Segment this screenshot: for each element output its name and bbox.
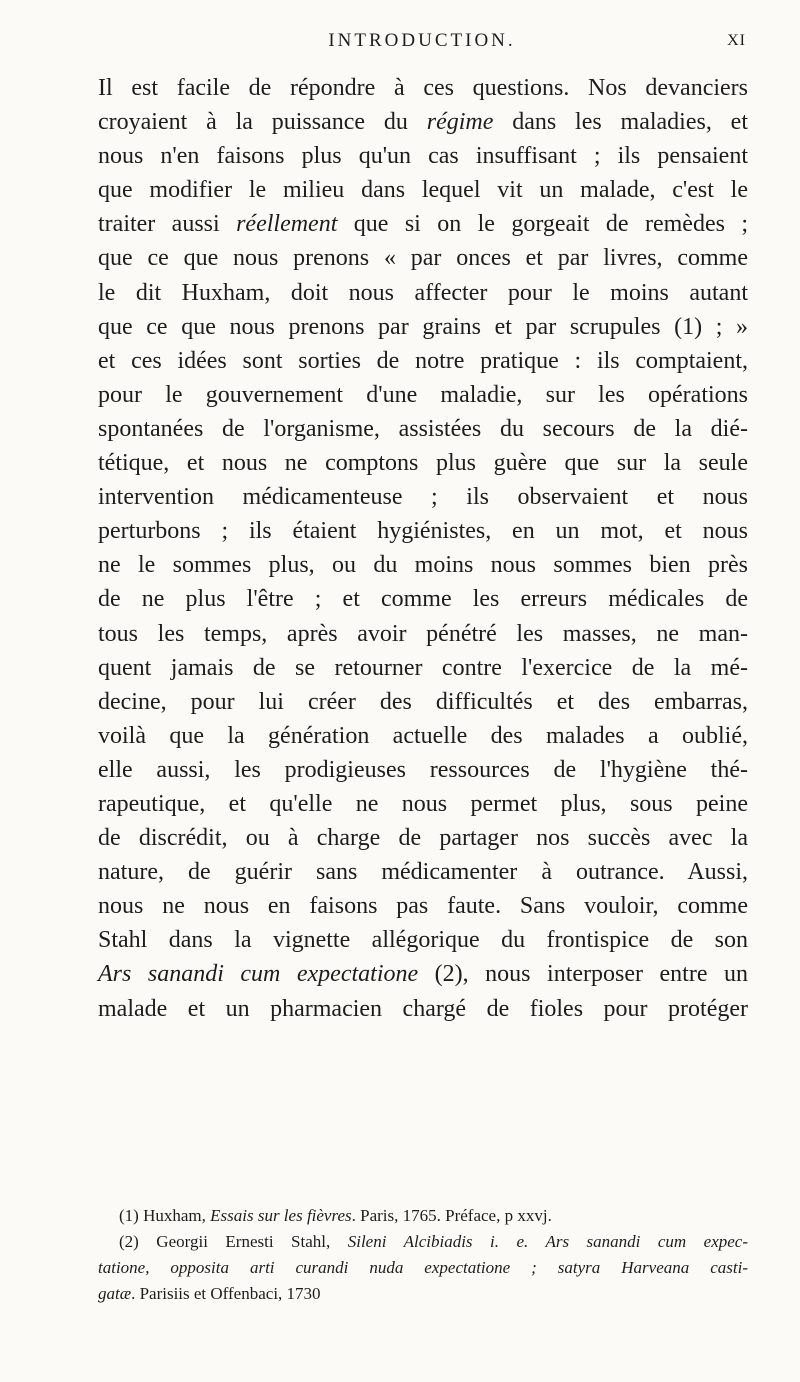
footnote-2-continuation: tatione, opposita arti curandi nuda expectatione ; satyra Harveana casti-	[98, 1258, 748, 1277]
text-line: malade et un pharmacien chargé de fioles pour protéger	[98, 995, 748, 1022]
text-line: traiter aussi réellement que si on le gorgeait de remèdes ;	[98, 211, 748, 238]
main-text	[98, 71, 748, 1026]
text-line: tous les temps, après avoir pénétré les masses, ne man-	[98, 620, 748, 647]
text-line: nous ne nous en faisons pas faute. Sans vouloir, comme	[98, 893, 748, 920]
text-line: perturbons ; ils étaient hygiénistes, en un mot, et nous	[98, 518, 748, 545]
text-line: nous n'en faisons plus qu'un cas insuffisant ; ils pensaient	[98, 143, 748, 170]
text-line: croyaient à la puissance du régime dans les maladies, et	[98, 109, 748, 136]
footnotes	[98, 1203, 748, 1307]
text-line: que ce que nous prenons par grains et par scrupules (1) ; »	[98, 313, 748, 340]
text-line: Stahl dans la vignette allégorique du frontispice de son	[98, 927, 748, 954]
text-line: intervention médicamenteuse ; ils observaient et nous	[98, 484, 748, 511]
page-number: XI	[727, 32, 746, 49]
footnote-2: (2) Georgii Ernesti Stahl, Sileni Alcibiadis i. e. Ars sanandi cum expec-	[119, 1232, 748, 1251]
text-line: pour le gouvernement d'une maladie, sur les opérations	[98, 381, 748, 408]
text-line: Ars sanandi cum expectatione (2), nous interposer entre un	[98, 961, 748, 988]
text-line: Il est facile de répondre à ces questions. Nos devanciers	[98, 75, 748, 101]
text-line: elle aussi, les prodigieuses ressources de l'hygiène thé-	[98, 756, 748, 783]
text-line: tétique, et nous ne comptons plus guère que sur la seule	[98, 450, 748, 477]
text-line: ne le sommes plus, ou du moins nous sommes bien près	[98, 552, 748, 579]
running-title: INTRODUCTION.	[328, 30, 516, 51]
text-line: et ces idées sont sorties de notre pratique : ils comptaient,	[98, 347, 748, 374]
text-line: que ce que nous prenons « par onces et par livres, comme	[98, 245, 748, 272]
text-line: spontanées de l'organisme, assistées du secours de la dié-	[98, 415, 748, 442]
page-header	[98, 28, 746, 58]
footnote-1: (1) Huxham, Essais sur les fièvres. Paris, 1765. Préface, p xxvj.	[119, 1206, 552, 1225]
text-line: decine, pour lui créer des difficultés et des embarras,	[98, 688, 748, 715]
text-line: voilà que la génération actuelle des malades a oublié,	[98, 722, 748, 749]
text-line: de discrédit, ou à charge de partager nos succès avec la	[98, 825, 748, 852]
footnote-2-continuation: gatæ. Parisiis et Offenbaci, 1730	[98, 1284, 321, 1303]
text-line: le dit Huxham, doit nous affecter pour le moins autant	[98, 279, 748, 306]
text-line: quent jamais de se retourner contre l'exercice de la mé-	[98, 654, 748, 681]
text-line: rapeutique, et qu'elle ne nous permet plus, sous peine	[98, 790, 748, 817]
text-line: de ne plus l'être ; et comme les erreurs médicales de	[98, 586, 748, 613]
text-line: nature, de guérir sans médicamenter à outrance. Aussi,	[98, 859, 748, 886]
text-line: que modifier le milieu dans lequel vit un malade, c'est le	[98, 177, 748, 204]
